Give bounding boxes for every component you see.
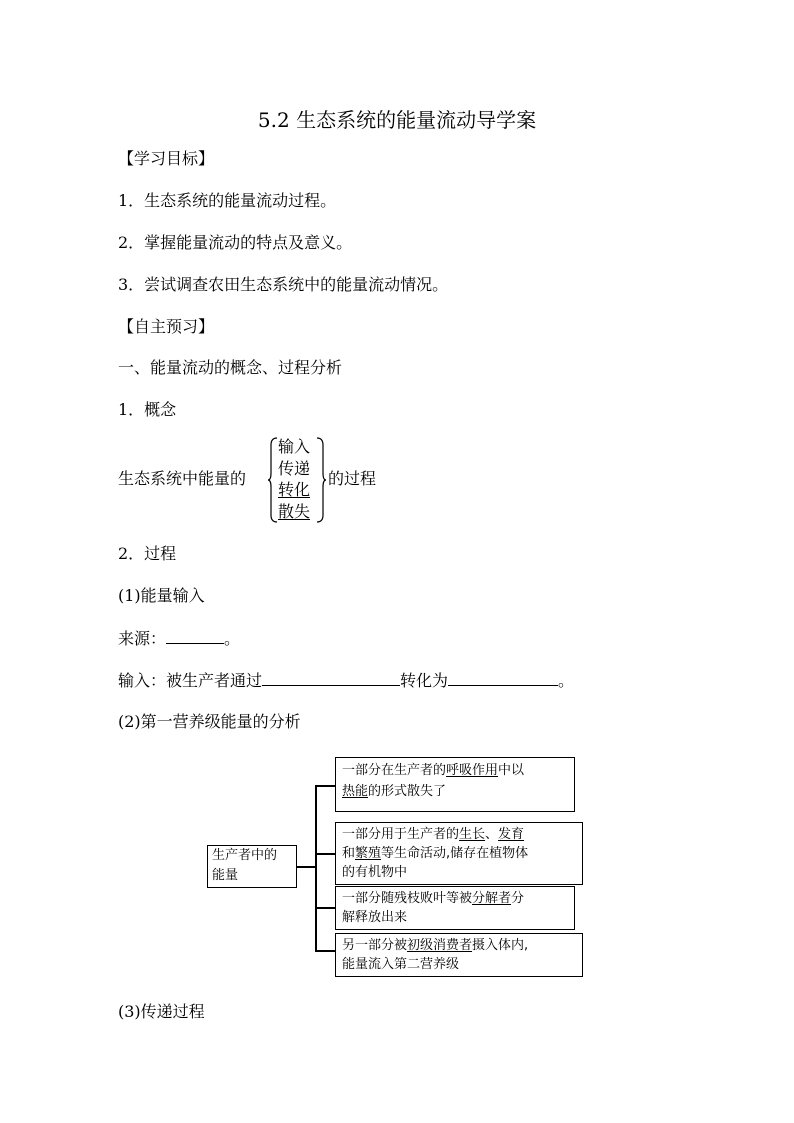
input-mid: 转化为	[400, 671, 449, 690]
input-title: (1)能量输入	[118, 586, 205, 605]
branch-box-consumer	[335, 933, 583, 977]
input-label: 输入：被生产者通过	[118, 671, 263, 690]
branch-line: 热能的形式散失了	[342, 784, 447, 799]
connector	[315, 950, 335, 952]
part1-title: 一、能量流动的概念、过程分析	[118, 358, 343, 377]
first-level-title: (2)第一营养级能量的分析	[118, 712, 301, 731]
right-brace-icon	[316, 437, 326, 523]
branch-box-growth	[335, 822, 583, 885]
branch-line: 和繁殖等生命活动,储存在植物体	[342, 846, 529, 861]
source-label: 来源：	[118, 629, 167, 648]
input-line	[118, 669, 574, 692]
connector	[315, 785, 317, 950]
branch-box-respiration	[335, 757, 575, 812]
transfer-title: (3)传递过程	[118, 1002, 205, 1021]
input-end: 。	[558, 671, 575, 690]
concept-item: 输入	[278, 437, 311, 456]
diagram-root-box	[207, 845, 297, 888]
connector	[297, 866, 315, 868]
concept-suffix: 的过程	[328, 469, 377, 488]
goal-item: 1．生态系统的能量流动过程。	[118, 191, 337, 210]
concept-item: 散失	[278, 501, 311, 521]
root-line: 生产者中的	[212, 848, 278, 863]
branch-line: 一部分用于生产者的生长、发育	[342, 827, 525, 842]
root-line: 能量	[212, 868, 239, 883]
goal-item: 2．掌握能量流动的特点及意义。	[118, 233, 353, 252]
goal-item: 3．尝试调查农田生态系统中的能量流动情况。	[118, 275, 449, 294]
concept-item: 转化	[278, 480, 311, 499]
source-end: 。	[224, 629, 241, 648]
concept-heading: 1．概念	[118, 400, 177, 419]
input-blank-1[interactable]	[262, 669, 400, 686]
concept-items	[278, 436, 310, 522]
concept-prefix: 生态系统中能量的	[118, 469, 247, 488]
preview-header: 【自主预习】	[118, 317, 215, 336]
input-blank-2[interactable]	[448, 669, 558, 686]
concept-item: 传递	[278, 458, 311, 478]
page-title: 5.2 生态系统的能量流动导学案	[257, 108, 537, 132]
source-blank[interactable]	[166, 627, 224, 644]
branch-line: 另一部分被初级消费者摄入体内,	[342, 938, 529, 953]
branch-line: 能量流入第二营养级	[342, 957, 460, 972]
branch-line: 解释放出来	[342, 910, 408, 925]
branch-line: 一部分在生产者的呼吸作用中以	[342, 763, 525, 778]
branch-line: 一部分随残枝败叶等被分解者分	[342, 891, 525, 906]
source-line	[118, 627, 240, 650]
left-brace-icon	[268, 437, 278, 523]
connector	[315, 907, 335, 909]
branch-line: 的有机物中	[342, 865, 408, 880]
goals-header: 【学习目标】	[118, 149, 215, 168]
connector	[315, 785, 335, 787]
connector	[315, 853, 335, 855]
process-heading: 2．过程	[118, 544, 177, 563]
branch-box-decomposer	[335, 886, 575, 930]
